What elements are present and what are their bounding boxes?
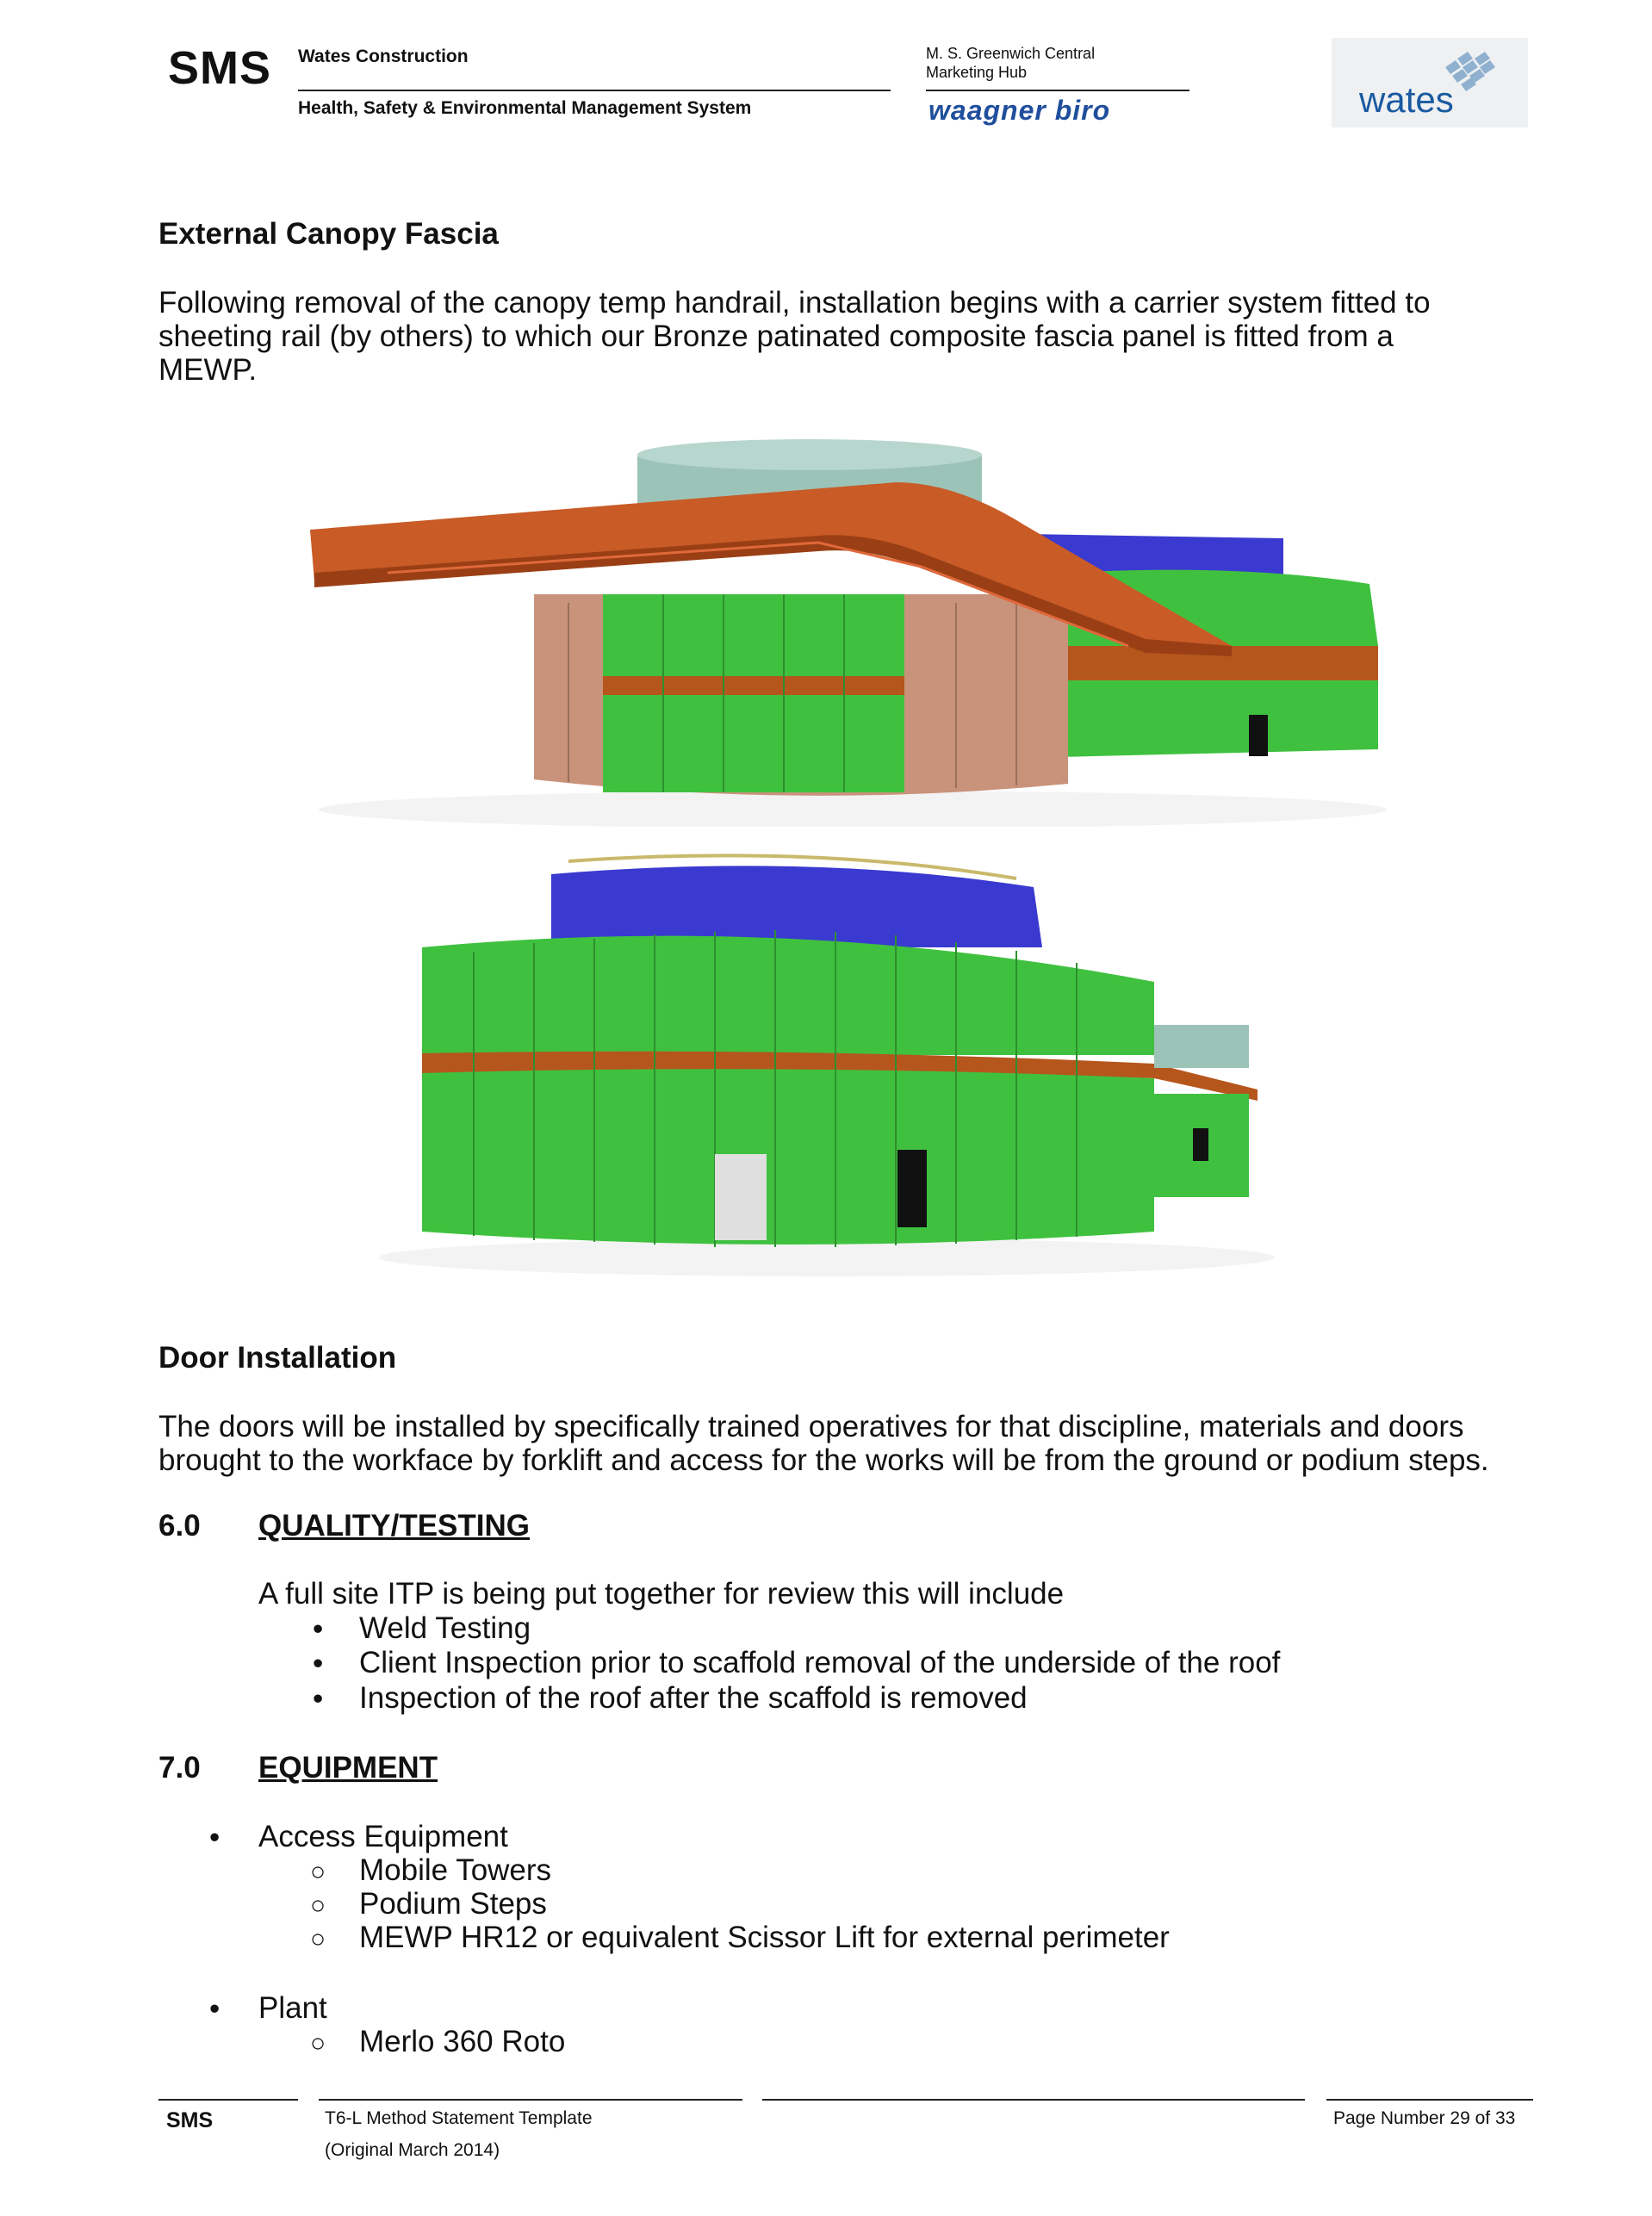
list-item: Client Inspection prior to scaffold removal of the underside of the roof [359, 1646, 1281, 1679]
bullet-icon: • [313, 1647, 324, 1680]
paragraph-line: MEWP. [158, 353, 258, 387]
footer-rule [158, 2099, 298, 2101]
header-project-line2: Marketing Hub [926, 64, 1028, 81]
elevation-render-image [362, 853, 1326, 1283]
paragraph-line: brought to the workface by forklift and access for the works will be from the ground or podium steps. [158, 1443, 1489, 1477]
quality-intro: A full site ITP is being put together for review this will include [258, 1577, 1065, 1611]
wates-logo-grid-icon [1437, 50, 1497, 102]
waagner-biro-logo: waagner biro [928, 95, 1111, 126]
header-company: Wates Construction [298, 47, 469, 66]
list-item: MEWP HR12 or equivalent Scissor Lift for external perimeter [359, 1921, 1170, 1954]
bullet-icon: • [209, 1992, 220, 2026]
footer-rule [1326, 2099, 1533, 2101]
equipment-group-label: Access Equipment [258, 1820, 508, 1853]
list-item: Merlo 360 Roto [359, 2025, 566, 2058]
footer-rule [319, 2099, 742, 2101]
header-rule [298, 90, 891, 91]
section-number-quality: 6.0 [158, 1509, 201, 1543]
header-project-line1: M. S. Greenwich Central [926, 45, 1096, 62]
header-rule [926, 90, 1189, 91]
section-number-equipment: 7.0 [158, 1751, 201, 1785]
equipment-group-label: Plant [258, 1991, 327, 2025]
header-sms: SMS [168, 42, 272, 94]
paragraph-line: Following removal of the canopy temp handrail, installation begins with a carrier system fitted to [158, 286, 1431, 320]
footer-original: (Original March 2014) [325, 2140, 500, 2160]
list-item: Mobile Towers [359, 1853, 552, 1887]
door-paragraph [158, 1410, 1537, 1477]
paragraph-line: sheeting rail (by others) to which our Bronze patinated composite fascia panel is fitted from a [158, 320, 1394, 353]
bullet-icon: • [313, 1682, 324, 1716]
header-system: Health, Safety & Environmental Management System [298, 98, 752, 118]
list-item: Inspection of the roof after the scaffold is removed [359, 1681, 1028, 1715]
section-title-equipment: EQUIPMENT [258, 1751, 438, 1785]
list-item: Weld Testing [359, 1611, 531, 1645]
footer-rule [762, 2099, 1305, 2101]
list-item: Podium Steps [359, 1887, 547, 1921]
section-title-quality: QUALITY/TESTING [258, 1509, 530, 1543]
circle-bullet-icon: ○ [310, 1891, 326, 1920]
canopy-paragraph [158, 286, 1502, 387]
section-heading-door: Door Installation [158, 1341, 397, 1375]
wates-logo-text: wates [1359, 79, 1454, 120]
circle-bullet-icon: ○ [310, 1925, 326, 1953]
footer-template: T6-L Method Statement Template [325, 2108, 593, 2128]
section-heading-canopy: External Canopy Fascia [158, 217, 499, 251]
bullet-icon: • [209, 1821, 220, 1854]
circle-bullet-icon: ○ [310, 1858, 326, 1886]
footer-sms: SMS [166, 2108, 214, 2132]
footer-page-number: Page Number 29 of 33 [1333, 2108, 1516, 2128]
canopy-render-image [267, 431, 1421, 827]
bullet-icon: • [313, 1612, 324, 1646]
paragraph-line: The doors will be installed by specifically trained operatives for that discipline, materials and doors [158, 1410, 1464, 1443]
circle-bullet-icon: ○ [310, 2029, 326, 2058]
